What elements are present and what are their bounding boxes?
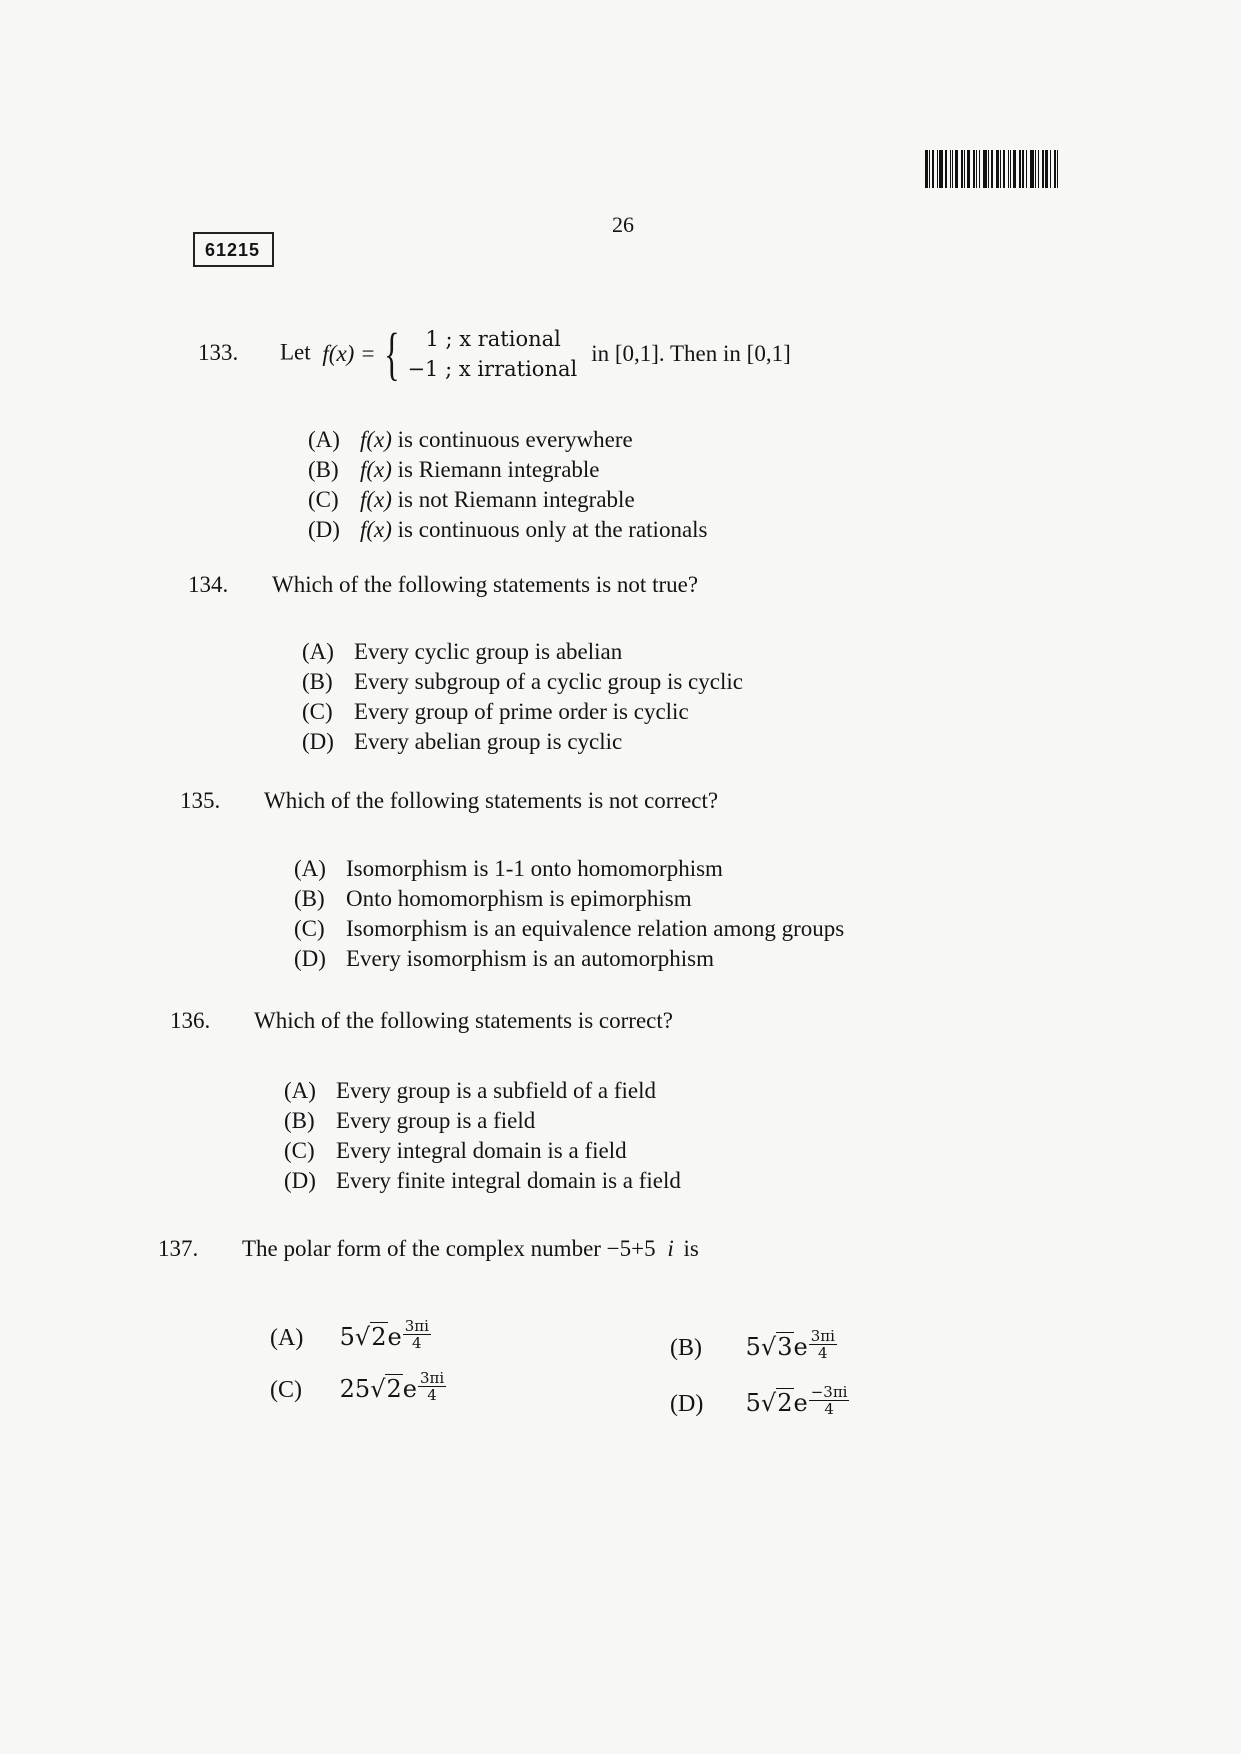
exp-numerator: 3πi — [419, 1369, 445, 1387]
barcode-bar — [1057, 150, 1058, 188]
option-function: f(x) — [360, 517, 392, 542]
option-function: f(x) — [360, 457, 392, 482]
barcode-bar — [1035, 150, 1036, 188]
barcode-bar — [1026, 150, 1027, 188]
barcode-bar — [973, 150, 975, 188]
radicand: 2 — [386, 1375, 402, 1403]
option-c[interactable] — [284, 1136, 681, 1166]
barcode-bar — [1019, 150, 1021, 188]
option-text: Every group is a field — [336, 1108, 536, 1133]
barcode-bar — [932, 150, 934, 188]
barcode-bar — [1013, 150, 1016, 188]
option-text: is not Riemann integrable — [397, 487, 635, 512]
barcode-bar — [1038, 150, 1039, 188]
question-stem — [242, 1236, 699, 1262]
exp-base: e — [793, 1333, 808, 1361]
sqrt-symbol: √2 — [760, 1389, 793, 1417]
option-label: (C) — [284, 1138, 315, 1163]
exponent — [809, 1384, 850, 1417]
barcode-bar — [983, 150, 987, 188]
question-134 — [188, 572, 948, 762]
option-label: (B) — [302, 669, 333, 694]
exp-denominator: 4 — [818, 1344, 828, 1362]
option-c[interactable] — [302, 697, 743, 727]
option-text: Every integral domain is a field — [336, 1138, 627, 1163]
question-number: 137. — [158, 1236, 199, 1261]
option-label: (C) — [294, 916, 325, 941]
barcode-bar — [1054, 150, 1056, 188]
radicand: 2 — [371, 1323, 387, 1351]
case-irrational: −1 ; x irrational — [407, 357, 578, 381]
barcode-bar — [988, 150, 989, 188]
barcode-bar — [961, 150, 963, 188]
barcode-bar — [937, 150, 938, 188]
option-label: (A) — [284, 1078, 316, 1103]
barcode-bar — [1022, 150, 1024, 188]
option-text: Isomorphism is 1-1 onto homomorphism — [346, 856, 723, 881]
option-c[interactable] — [308, 485, 708, 515]
coefficient: 5 — [339, 1323, 355, 1351]
option-text: Every group of prime order is cyclic — [354, 699, 689, 724]
option-label: (D) — [284, 1168, 316, 1193]
barcode-bar — [1030, 150, 1034, 188]
option-label: (D) — [308, 517, 340, 542]
coefficient: 5 — [745, 1333, 761, 1361]
stem-suffix: in [0,1]. Then in [0,1] — [591, 341, 791, 366]
option-label: (A) — [270, 1325, 304, 1351]
exp-base: e — [387, 1323, 402, 1351]
option-text: Every subgroup of a cyclic group is cyclic — [354, 669, 743, 694]
exponent — [403, 1318, 431, 1351]
options-list — [284, 1076, 681, 1196]
option-text: Every cyclic group is abelian — [354, 639, 623, 664]
option-b[interactable] — [294, 884, 844, 914]
question-number: 133. — [198, 340, 239, 365]
exp-numerator: −3πi — [810, 1383, 848, 1401]
option-label: (B) — [294, 886, 325, 911]
exp-denominator: 4 — [824, 1400, 834, 1418]
exp-base: e — [793, 1389, 808, 1417]
option-label: (D) — [294, 946, 326, 971]
question-number: 134. — [188, 572, 229, 597]
case-rational: 1 ; x rational — [425, 327, 561, 351]
sqrt-symbol: √2 — [354, 1323, 387, 1351]
option-label: (C) — [308, 487, 339, 512]
question-135 — [180, 788, 1000, 988]
option-text: Every group is a subfield of a field — [336, 1078, 656, 1103]
option-a[interactable] — [270, 1318, 431, 1352]
option-a[interactable] — [294, 854, 844, 884]
paper-code: 61215 — [193, 232, 274, 267]
barcode-bar — [976, 150, 977, 188]
barcode-bar — [964, 150, 965, 188]
barcode-bar — [1000, 150, 1001, 188]
barcode-bar — [1010, 150, 1011, 188]
left-brace: { — [383, 321, 400, 386]
question-stem — [280, 321, 791, 386]
option-c[interactable] — [270, 1370, 446, 1404]
option-label: (B) — [670, 1335, 702, 1361]
option-d[interactable] — [284, 1166, 681, 1196]
barcode-bar — [1042, 150, 1044, 188]
coefficient: 5 — [745, 1389, 761, 1417]
barcode-bar — [979, 150, 980, 188]
option-d[interactable] — [670, 1384, 849, 1418]
option-label: (B) — [284, 1108, 315, 1133]
option-label: (C) — [302, 699, 333, 724]
barcode — [925, 150, 1085, 188]
option-text: is continuous only at the rationals — [397, 517, 708, 542]
option-c[interactable] — [294, 914, 844, 944]
barcode-bar — [939, 150, 943, 188]
option-b[interactable] — [284, 1106, 681, 1136]
barcode-bar — [1045, 150, 1048, 188]
option-b[interactable] — [302, 667, 743, 697]
option-text: Every isomorphism is an automorphism — [346, 946, 714, 971]
question-number: 135. — [180, 788, 221, 813]
option-label: (B) — [308, 457, 339, 482]
question-136 — [170, 1008, 990, 1208]
barcode-bar — [1008, 150, 1009, 188]
question-number: 136. — [170, 1008, 211, 1033]
barcode-bar — [1003, 150, 1005, 188]
option-label: (A) — [308, 427, 340, 452]
option-label: (D) — [670, 1391, 704, 1417]
options-list — [294, 854, 844, 974]
option-d[interactable] — [308, 515, 708, 545]
barcode-bar — [925, 150, 928, 188]
question-stem: Which of the following statements is correct? — [254, 1008, 673, 1033]
option-text: Onto homomorphism is epimorphism — [346, 886, 692, 911]
option-function: f(x) — [360, 487, 392, 512]
option-function: f(x) — [360, 427, 392, 452]
option-text: Every abelian group is cyclic — [354, 729, 623, 754]
option-label: (D) — [302, 729, 334, 754]
exponent — [418, 1370, 446, 1403]
option-text: Isomorphism is an equivalence relation among groups — [346, 916, 845, 941]
sqrt-symbol: √2 — [370, 1375, 402, 1403]
exp-numerator: 3πi — [404, 1317, 429, 1335]
barcode-bar — [991, 150, 993, 188]
piecewise-cases — [407, 324, 577, 384]
option-d[interactable] — [302, 727, 743, 757]
imaginary-unit: i — [667, 1236, 674, 1261]
option-b[interactable] — [308, 455, 708, 485]
options-list — [302, 637, 743, 757]
option-label: (A) — [302, 639, 334, 664]
option-b[interactable] — [670, 1328, 837, 1362]
barcode-bar — [945, 150, 947, 188]
radicand: 3 — [777, 1333, 793, 1361]
page-number: 26 — [612, 212, 634, 237]
option-label: (C) — [270, 1377, 302, 1403]
options-list — [308, 425, 708, 545]
option-a[interactable] — [302, 637, 743, 667]
option-a[interactable] — [308, 425, 708, 455]
radicand: 2 — [777, 1389, 793, 1417]
option-text: is Riemann integrable — [397, 457, 600, 482]
exp-base: e — [402, 1375, 417, 1403]
coefficient: 25 — [339, 1375, 371, 1403]
barcode-bar — [955, 150, 958, 188]
barcode-bar — [950, 150, 951, 188]
question-stem: Which of the following statements is not correct? — [264, 788, 719, 813]
option-text: is continuous everywhere — [397, 427, 633, 452]
option-label: (A) — [294, 856, 326, 881]
barcode-bar — [967, 150, 970, 188]
stem-end: is — [683, 1236, 699, 1261]
barcode-bar — [996, 150, 999, 188]
exp-denominator: 4 — [412, 1334, 422, 1352]
option-d[interactable] — [294, 944, 844, 974]
option-text: Every finite integral domain is a field — [336, 1168, 681, 1193]
exp-numerator: 3πi — [810, 1327, 835, 1345]
barcode-bar — [929, 150, 930, 188]
barcode-bar — [952, 150, 953, 188]
sqrt-symbol: √3 — [760, 1333, 793, 1361]
exponent — [809, 1328, 837, 1361]
question-stem: Which of the following statements is not true? — [272, 572, 699, 597]
question-133 — [198, 321, 898, 550]
stem-text: The polar form of the complex number −5+5 — [242, 1236, 656, 1261]
barcode-bar — [1050, 150, 1051, 188]
stem-prefix: Let — [280, 339, 311, 365]
option-a[interactable] — [284, 1076, 681, 1106]
exp-denominator: 4 — [427, 1386, 437, 1404]
function-name: f(x) = — [322, 341, 376, 366]
